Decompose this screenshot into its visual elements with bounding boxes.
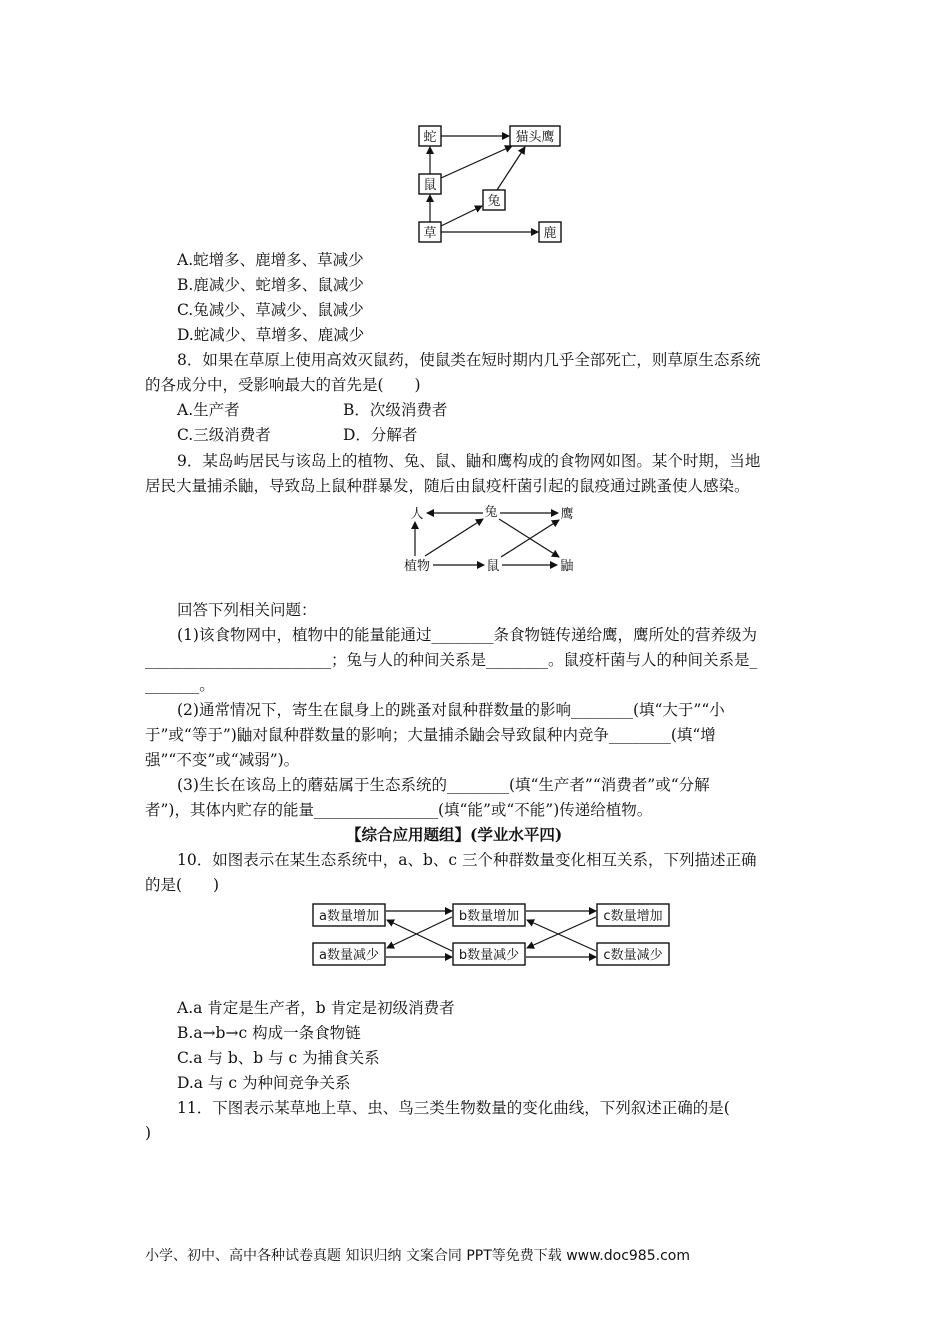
q8-option-a: A.生产者	[177, 401, 240, 419]
q9-line-2: 居民大量捕杀鼬，导致岛上鼠种群暴发，随后由鼠疫杆菌引起的鼠疫通过跳蚤使人感染。	[145, 477, 750, 495]
q7-option-d: D.蛇减少、草增多、鹿减少	[177, 326, 365, 344]
node-deer: 鹿	[543, 226, 557, 241]
q9-part1-line-1: (1)该食物网中，植物中的能量能通过________条食物链传递给鹰，鹰所处的营养级为	[177, 626, 757, 644]
node-owl: 猫头鹰	[515, 130, 555, 145]
node-mouse: 鼠	[423, 178, 437, 193]
q8-line-1: 8．如果在草原上使用高效灭鼠药，使鼠类在短时期内几乎全部死亡，则草原生态系统	[177, 351, 761, 369]
q8-line-2: 的各成分中，受影响最大的首先是( )	[145, 376, 421, 394]
q8-option-d: D．分解者	[343, 426, 418, 444]
q10-option-a: A.a 肯定是生产者，b 肯定是初级消费者	[177, 999, 455, 1017]
node-rabbit: 兔	[484, 505, 498, 520]
food-web-figure-q9	[395, 500, 585, 578]
arrow-plant-rabbit	[425, 519, 483, 556]
node-human: 人	[410, 507, 424, 522]
node-weasel: 鼬	[560, 559, 574, 574]
q8-option-b: B．次级消费者	[343, 401, 448, 419]
q11-line-1: 11．下图表示某草地上草、虫、鸟三类生物数量的变化曲线，下列叙述正确的是(	[177, 1099, 730, 1117]
q9-part2-line-2: 于”或“等于”)鼬对鼠种群数量的影响；大量捕杀鼬会导致鼠种内竞争________(填“增	[145, 726, 716, 744]
node-rabbit: 兔	[487, 194, 501, 209]
q10-line-2: 的是( )	[145, 876, 220, 894]
q9-part1-line-3: _______。	[145, 676, 215, 694]
q9-prompt: 回答下列相关问题：	[177, 601, 317, 619]
node-plant: 植物	[403, 559, 431, 574]
q9-part2-line-1: (2)通常情况下，寄生在鼠身上的跳蚤对鼠种群数量的影响________(填“大于”“小	[177, 701, 725, 719]
section-heading: 【综合应用题组】(学业水平四)	[346, 825, 563, 844]
arrow-mouse-owl	[441, 146, 512, 178]
a-decrease: a数量减少	[319, 948, 379, 963]
arrow-rabbit-owl	[497, 147, 525, 190]
node-hawk: 鹰	[560, 507, 574, 522]
q9-line-1: 9．某岛屿居民与该岛上的植物、兔、鼠、鼬和鹰构成的食物网如图。某个时期，当地	[177, 452, 761, 470]
q10-line-1: 10．如图表示在某生态系统中，a、b、c 三个种群数量变化相互关系，下列描述正确	[177, 851, 757, 869]
food-web-figure-q7	[400, 118, 580, 250]
b-decrease: b数量减少	[458, 948, 520, 963]
q11-line-2: )	[145, 1124, 152, 1142]
arrow-b-up-to-a-down	[387, 917, 452, 948]
arrow-grass-rabbit	[441, 206, 482, 226]
q10-option-b: B.a→b→c 构成一条食物链	[177, 1024, 361, 1042]
q9-part3-line-2: 者”)，其体内贮存的能量________________(填“能”或“不能”)传递给植物。	[145, 801, 653, 819]
c-increase: c数量增加	[603, 909, 663, 924]
node-mouse: 鼠	[486, 559, 500, 574]
node-snake: 蛇	[423, 130, 437, 145]
q9-part2-line-3: 强”“不变”或“减弱”)。	[145, 751, 300, 769]
node-grass: 草	[423, 226, 437, 241]
arrow-c-down-to-b-up	[527, 920, 596, 951]
population-relation-figure-q10	[310, 898, 675, 972]
q8-option-c: C.三级消费者	[177, 426, 271, 444]
q10-option-d: D.a 与 c 为种间竞争关系	[177, 1074, 351, 1092]
q7-option-c: C.兔减少、草减少、鼠减少	[177, 301, 364, 319]
arrow-c-up-to-b-down	[527, 917, 596, 948]
arrow-b-down-to-a-up	[387, 920, 452, 951]
q7-option-b: B.鹿减少、蛇增多、鼠减少	[177, 276, 364, 294]
q9-part3-line-1: (3)生长在该岛上的蘑菇属于生态系统的________(填“生产者”“消费者”或“分解	[177, 776, 710, 794]
c-decrease: c数量减少	[603, 948, 663, 963]
q10-option-c: C.a 与 b、b 与 c 为捕食关系	[177, 1049, 380, 1067]
a-increase: a数量增加	[319, 909, 379, 924]
footer-promo: 小学、初中、高中各种试卷真题 知识归纳 文案合同 PPT等免费下载 www.doc985.com	[145, 1248, 690, 1264]
q9-part1-line-2: ________________________；兔与人的种间关系是________。鼠疫杆菌与人的种间关系是_	[145, 651, 758, 669]
q7-option-a: A.蛇增多、鹿增多、草减少	[177, 251, 364, 269]
b-increase: b数量增加	[458, 909, 520, 924]
arrow-rabbit-weasel	[499, 519, 559, 557]
